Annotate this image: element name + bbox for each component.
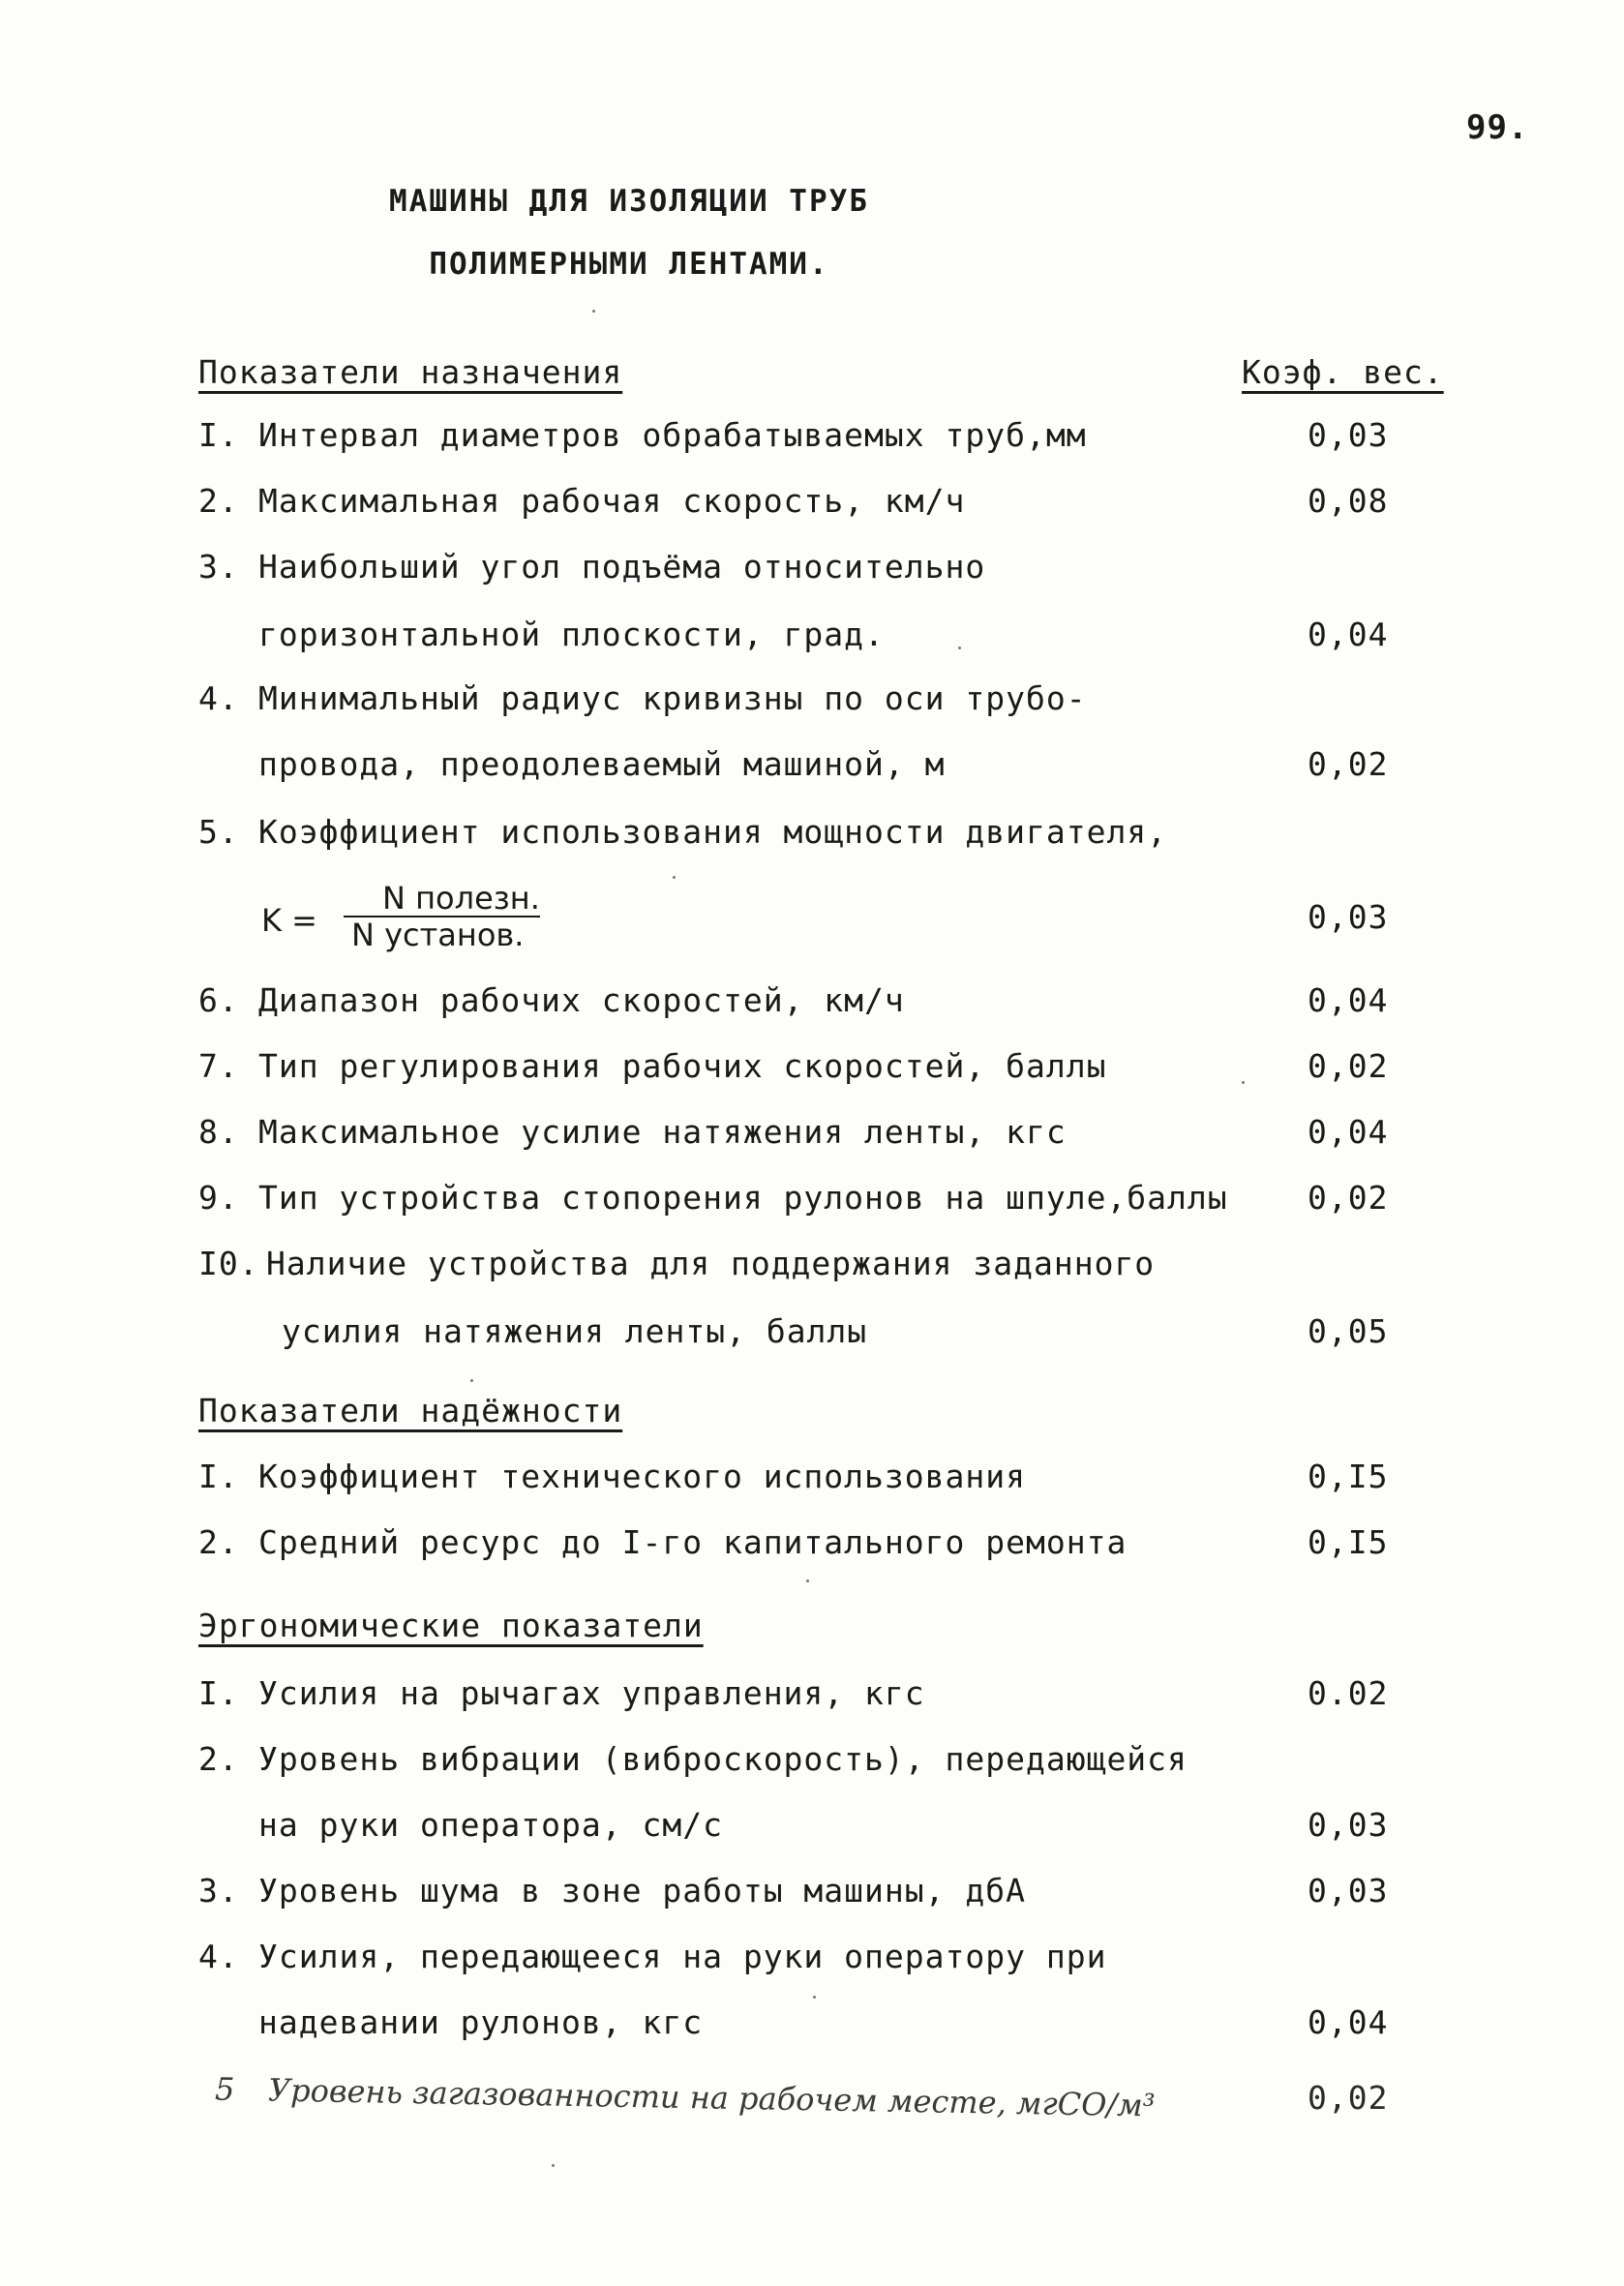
scan-speck [1242,1081,1245,1084]
formula-coef: 0,03 [1308,898,1389,936]
row-coef: 0,04 [1308,616,1389,653]
row-coef: 0,02 [1308,1047,1389,1085]
purpose-row [198,1245,1466,1293]
ergonomic-row [198,1872,1466,1920]
purpose-row-continuation [198,616,1466,664]
purpose-row [198,1113,1466,1161]
row-number: 5 [214,2070,235,2108]
row-text: горизонтальной плоскости, град. [258,616,885,653]
row-coef: 0,02 [1308,745,1389,783]
row-number: 9. [198,1179,239,1217]
row-text: Средний ресурс до I-го капитального ремонта [258,1523,1128,1561]
section-header-ergonomic: Эргономические показатели [198,1607,704,1644]
purpose-row-continuation [198,745,1466,794]
row-number: 7. [198,1047,239,1085]
row-number: 6. [198,981,239,1019]
row-number: I0. [198,1245,259,1282]
row-coef: 0,03 [1308,416,1389,454]
row-text: Максимальное усилие натяжения ленты, кгс [258,1113,1067,1151]
row-text: Тип регулирования рабочих скоростей, баллы [258,1047,1107,1085]
row-coef: 0,02 [1308,1179,1389,1217]
row-number: 3. [198,1872,239,1910]
document-title-line-1: МАШИНЫ ДЛЯ ИЗОЛЯЦИИ ТРУБ [389,184,869,219]
document-title-line-2: ПОЛИМЕРНЫМИ ЛЕНТАМИ. [429,247,829,282]
reliability-row [198,1523,1466,1572]
scan-speck [806,1579,809,1582]
row-text: Минимальный радиус кривизны по оси трубо- [258,679,1087,717]
row-number: I. [198,416,239,454]
ergonomic-row [198,1674,1466,1723]
row-coef: 0,08 [1308,482,1389,520]
row-text: Усилия на рычагах управления, кгс [258,1674,925,1712]
row-coef: 0,05 [1308,1312,1389,1350]
scan-speck [592,310,595,313]
purpose-row [198,1047,1466,1096]
scan-speck [958,647,961,649]
row-text: Тип устройства стопорения рулонов на шпуле,баллы [258,1179,1228,1217]
row-text: Уровень загазованности на рабочем месте, мгСО/м³ [267,2071,1156,2124]
row-text: Уровень шума в зоне работы машины, дбА [258,1872,1026,1910]
ergonomic-row-continuation [198,2003,1466,2052]
row-text: усилия натяжения ленты, баллы [282,1312,868,1350]
ergonomic-row [198,1740,1466,1789]
row-text: Уровень вибрации (виброскорость), передающейся [258,1740,1188,1778]
purpose-row [198,679,1466,728]
ergonomic-row [198,1938,1466,1986]
section-header-purpose: Показатели назначения [198,353,623,391]
row-coef: 0,03 [1308,1872,1389,1910]
row-text: надевании рулонов, кгс [258,2003,704,2041]
row-coef: 0,04 [1308,2003,1389,2041]
purpose-row [198,548,1466,596]
handwritten-row [215,2071,1156,2124]
row-coef: 0,03 [1308,1806,1389,1844]
formula-denominator: N установ. [351,917,525,953]
section-header-reliability: Показатели надёжности [198,1392,623,1429]
row-text: Диапазон рабочих скоростей, км/ч [258,981,905,1019]
power-coefficient-formula [261,881,745,958]
row-number: 3. [198,548,239,586]
scan-speck [813,1996,816,1999]
ergonomic-row-continuation [198,1806,1466,1854]
purpose-row [198,813,1466,861]
page-number: 99. [1466,108,1529,147]
formula-k: K = [261,902,317,939]
row-number: 5. [198,813,239,851]
reliability-row [198,1458,1466,1506]
row-number: I. [198,1674,239,1712]
row-coef: 0,I5 [1308,1523,1389,1561]
handwritten-row-coef: 0,02 [1308,2079,1389,2117]
row-number: 8. [198,1113,239,1151]
row-coef: 0,04 [1308,981,1389,1019]
row-text: Интервал диаметров обрабатываемых труб,мм [258,416,1087,454]
row-number: 4. [198,679,239,717]
scan-speck [552,2164,555,2167]
purpose-row [198,1179,1466,1227]
row-coef: 0,04 [1308,1113,1389,1151]
formula-numerator: N полезн. [344,881,540,917]
row-text: Коэффициент технического использования [258,1458,1026,1495]
row-text: Наибольший угол подъёма относительно [258,548,986,586]
row-number: I. [198,1458,239,1495]
purpose-row [198,981,1466,1030]
scan-speck [673,876,676,879]
row-coef: 0.02 [1308,1674,1389,1712]
purpose-row [198,416,1466,465]
row-text: Наличие устройства для поддержания заданного [266,1245,1156,1282]
column-header-weight-coef: Коэф. вес. [1242,353,1444,391]
row-number: 4. [198,1938,239,1975]
row-text: Максимальная рабочая скорость, км/ч [258,482,966,520]
purpose-row-continuation [198,1312,1466,1361]
row-number: 2. [198,482,239,520]
scan-speck [470,1379,473,1382]
row-text: Усилия, передающееся на руки оператору при [258,1938,1107,1975]
row-text: Коэффициент использования мощности двигателя, [258,813,1168,851]
purpose-row [198,482,1466,530]
row-number: 2. [198,1740,239,1778]
row-text: провода, преодолеваемый машиной, м [258,745,946,783]
row-coef: 0,I5 [1308,1458,1389,1495]
row-number: 2. [198,1523,239,1561]
row-text: на руки оператора, см/с [258,1806,723,1844]
formula-fraction [344,881,540,952]
